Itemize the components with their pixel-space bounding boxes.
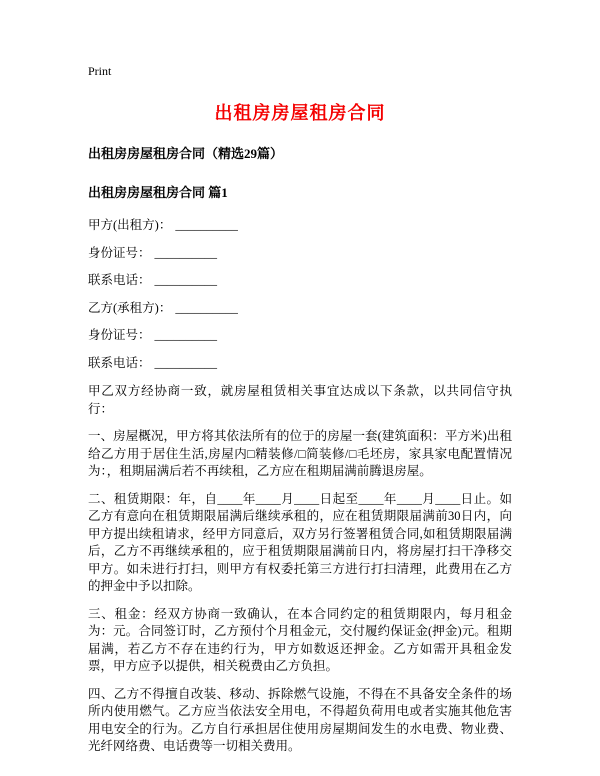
field-label-phone-a: 联系电话： <box>88 273 151 287</box>
contract-clause-1: 一、房屋概况，甲方将其依法所有的位于的房屋一套(建筑面积：平方米)出租给乙方用于居住生活,房屋内□精装修/□简装修/□毛坯房，家具家电配置情况为：，租期届满后若不再续租，乙方应在租期届满前腾退房屋。 <box>88 429 512 478</box>
contract-body <box>88 383 512 756</box>
section-heading: 出租房房屋租房合同 篇1 <box>88 185 228 200</box>
blank-line: __________ <box>154 328 218 342</box>
contract-clause-3: 三、租金：经双方协商一致确认，在本合同约定的租赁期限内，每月租金为：元。合同签订时，乙方预付个月租金元，交付履约保证金(押金)元。租期届满，若乙方不存在违约行为，甲方如数返还押金。乙方如需开具租金发票，甲方应予以提供，相关税费由乙方负担。 <box>88 606 512 673</box>
form-row-phone-a <box>88 273 512 287</box>
form-row-party-a <box>88 218 512 232</box>
field-label-party-b: 乙方(承租方)： <box>88 300 172 315</box>
blank-line: __________ <box>154 273 218 287</box>
page-title: 出租房房屋租房合同 <box>214 103 386 123</box>
blank-line: __________ <box>175 300 238 315</box>
field-label-id-a: 身份证号： <box>88 245 151 260</box>
form-row-party-b <box>88 301 512 315</box>
form-row-id-a <box>88 246 512 260</box>
contract-clause-4: 四、乙方不得擅自改装、移动、拆除燃气设施，不得在不具备安全条件的场所内使用燃气。乙方应当依法安全用电，不得超负荷用电或者实施其他危害用电安全的行为。乙方自行承担居住使用房屋期间发生的水电费、物业费、光纤网络费、电话费等一切相关费用。 <box>88 686 512 753</box>
blank-line: __________ <box>175 218 238 232</box>
form-row-phone-b <box>88 356 512 370</box>
print-button[interactable]: Print <box>88 64 112 78</box>
blank-line: __________ <box>154 245 218 260</box>
doc-subtitle: 出租房房屋租房合同（精选29篇） <box>88 146 284 161</box>
field-label-id-b: 身份证号： <box>88 328 151 342</box>
field-label-party-a: 甲方(出租方)： <box>88 218 172 232</box>
contract-form-fields <box>88 218 512 370</box>
form-row-id-b <box>88 328 512 342</box>
blank-line: __________ <box>154 355 218 370</box>
intro-paragraph: 甲乙双方经协商一致，就房屋租赁相关事宜达成以下条款，以共同信守执行： <box>88 384 512 416</box>
field-label-phone-b: 联系电话： <box>88 355 151 370</box>
contract-clause-2: 二、租赁期限：年，自____年____月____日起至____年____月____日止。如乙方有意向在租赁期限届满后继续承租的，应在租赁期限届满前30日内，向甲方提出续租请求，经甲方同意后，双方另行签署租赁合同,如租赁期限届满后，乙方不再继续承租的，应于租赁期限届满前日内，将房屋打扫干净移交甲方。如未进行打扫，则甲方有权委托第三方进行打扫清理，此费用在乙方的押金中予以扣除。 <box>88 491 512 593</box>
